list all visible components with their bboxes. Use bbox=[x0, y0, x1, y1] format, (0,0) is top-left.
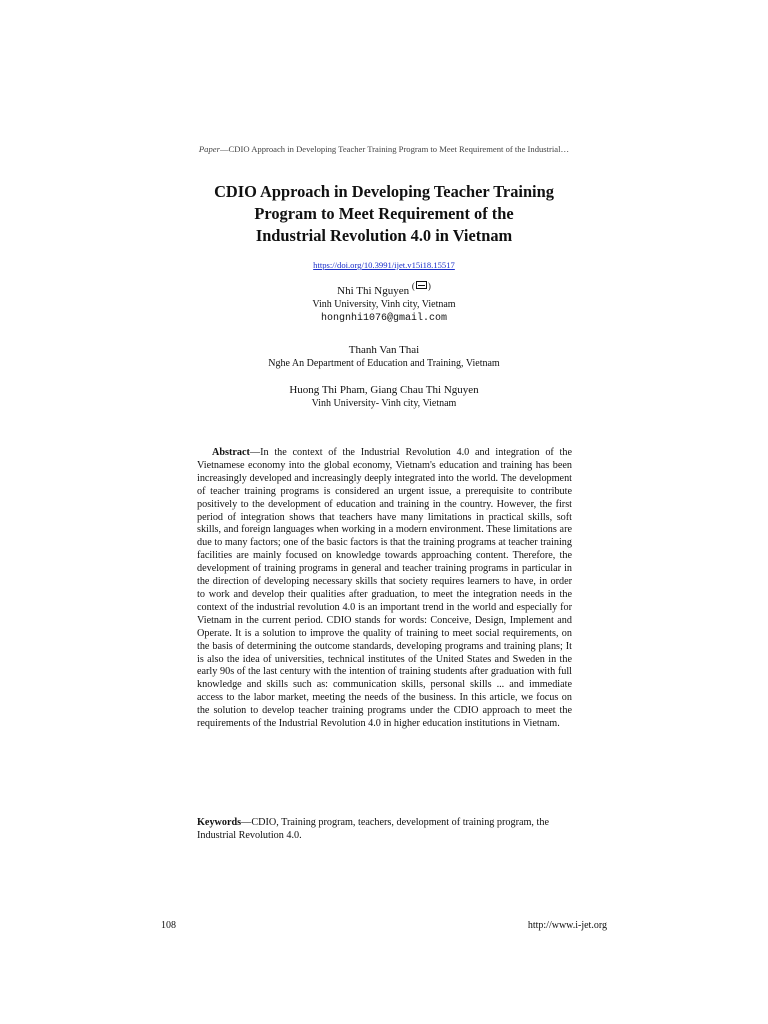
running-head-text: —CDIO Approach in Developing Teacher Training Program to Meet Requirement of the Industrial… bbox=[219, 144, 570, 154]
abstract-label: Abstract bbox=[212, 447, 250, 458]
author-affiliation: Vinh University, Vinh city, Vietnam bbox=[312, 299, 456, 310]
doi-line bbox=[0, 260, 768, 270]
title-line-2: Program to Meet Requirement of the bbox=[254, 204, 514, 223]
envelope-icon bbox=[416, 281, 427, 289]
running-head-lead: Paper bbox=[198, 144, 220, 154]
author-block-1 bbox=[0, 281, 768, 325]
author-block-3 bbox=[0, 383, 768, 411]
author-name: Thanh Van Thai bbox=[348, 344, 420, 356]
title-line-1: CDIO Approach in Developing Teacher Training bbox=[214, 182, 554, 201]
title-line-3: Industrial Revolution 4.0 in Vietnam bbox=[255, 226, 513, 245]
paper-title bbox=[150, 181, 618, 247]
abstract-text: —In the context of the Industrial Revolution 4.0 and integration of the Vietnamese economy into the global economy, Vietnam's education and training has been increasingly developed and increasingly deeply integrated into the world. The development of teacher training programs is considered an urgent issue, a prerequisite to contribute positively to the development of education and training in the country. However, the first period of integration shows that teachers have many limitations in practical skills, soft skills, and foreign languages when working in a modern environment. These limitations are due to many factors; one of the basic factors is that the training programs at teacher training facilities are mainly focused on knowledge towards approaching content. Therefore, the development of training programs in general and teacher training programs in particular in the direction of developing necessary skills that society requires learners to have, in order to work and develop their qualities after graduation, to meet the integration needs in the context of the industrial revolution 4.0 is an important trend in the world and especially for Vietnam in the current period. CDIO stands for words: Conceive, Design, Implement and Operate. It is a solution to improve the quality of training to meet social requirements, on the basis of determining the outcome standards, developing programs and training plans; It is also the idea of universities, technical institutes of the United States and Sweden in the early 90s of the last century with the intention of training students after graduation with full knowledge and skills such as: communication skills, personal skills ... and immediate access to the labor market, meeting the needs of the business. In this article, we focus on the solution to develop teacher training programs under the CDIO approach to meet the requirements of the Industrial Revolution 4.0 in higher education institutions in Vietnam. bbox=[197, 447, 572, 730]
author-affiliation: Vinh University- Vinh city, Vietnam bbox=[311, 398, 457, 409]
author-email[interactable]: hongnhi1076@gmail.com bbox=[320, 313, 448, 324]
footer-url[interactable]: http://www.i-jet.org bbox=[527, 920, 607, 931]
author-name: Nhi Thi Nguyen bbox=[337, 285, 410, 297]
keywords-label: Keywords bbox=[197, 817, 242, 828]
author-line: Nhi Thi Nguyen ( ) bbox=[337, 281, 431, 297]
running-head bbox=[0, 144, 768, 154]
keywords-text: —CDIO, Training program, teachers, development of training program, the Industrial Revolution 4.0. bbox=[197, 817, 549, 841]
keywords bbox=[197, 817, 572, 843]
doi-link[interactable]: https://doi.org/10.3991/ijet.v15i18.15517 bbox=[313, 260, 455, 270]
page-number: 108 bbox=[161, 920, 176, 931]
author-block-2 bbox=[0, 343, 768, 371]
author-affiliation: Nghe An Department of Education and Training, Vietnam bbox=[268, 358, 500, 369]
author-name: Huong Thi Pham, Giang Chau Thi Nguyen bbox=[289, 384, 479, 396]
abstract bbox=[197, 447, 572, 731]
